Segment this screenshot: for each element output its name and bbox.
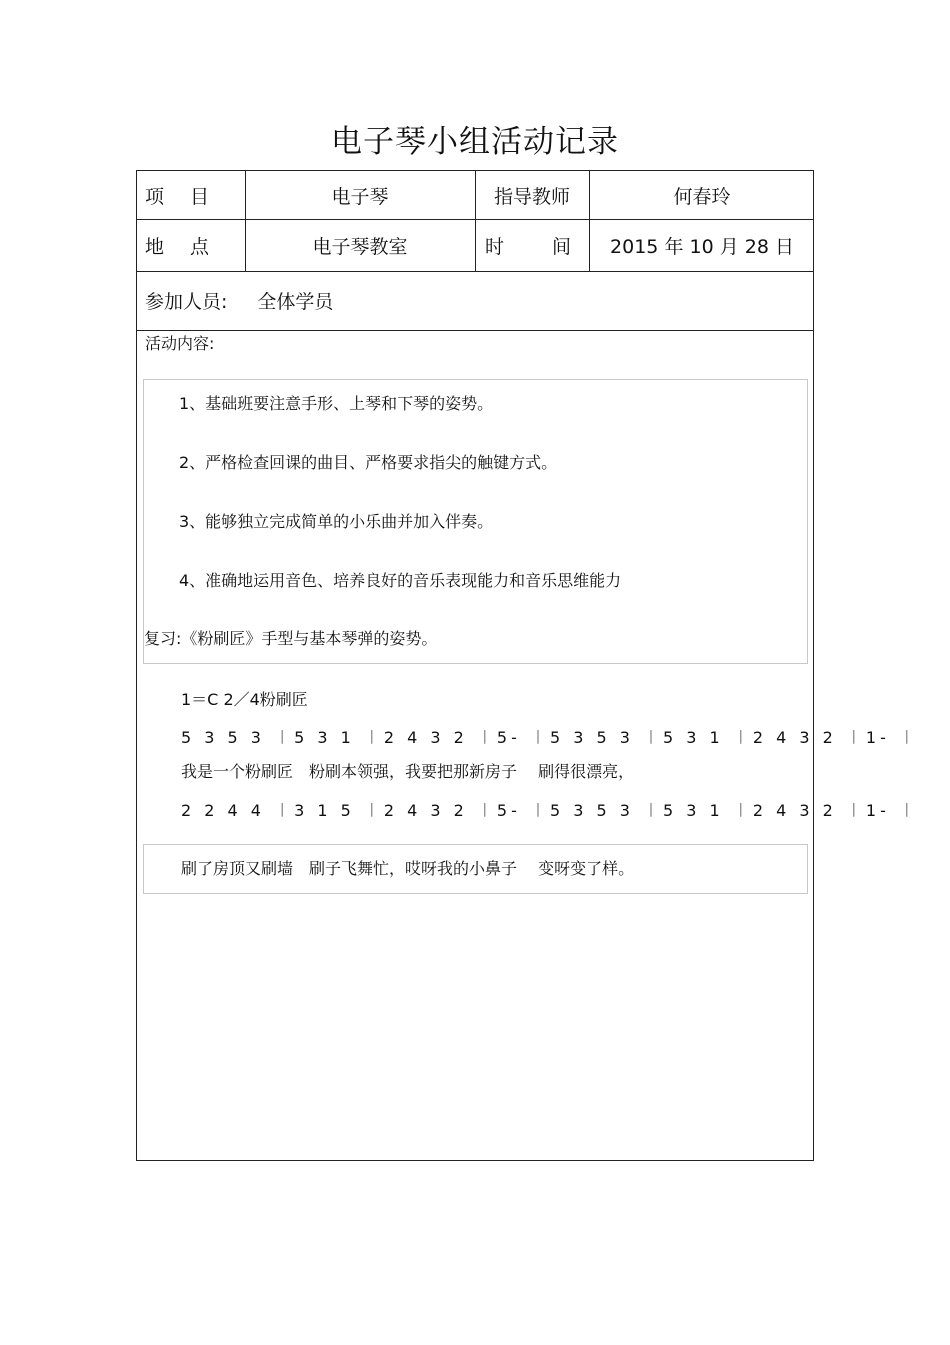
time-label-char: 时 — [485, 235, 505, 258]
content-item-2: 2、严格检查回课的曲目、严格要求指尖的触键方式。 — [179, 453, 558, 472]
song-key: 1＝C 2／4粉刷匠 — [181, 690, 308, 709]
page-title: 电子琴小组活动记录 — [331, 124, 619, 160]
content-item-4: 4、准确地运用音色、培养良好的音乐表现能力和音乐思维能力 — [179, 571, 622, 590]
item-label — [145, 171, 209, 219]
time-label — [485, 219, 571, 271]
location-label-char: 点 — [189, 235, 209, 258]
item-label-char: 目 — [189, 185, 209, 208]
participants-row — [145, 271, 333, 330]
location-label — [145, 219, 209, 271]
lyrics-line-1: 我是一个粉刷匠 粉刷本领强，我要把那新房子 刷得很漂亮， — [181, 762, 635, 781]
instructor-label: 指导教师 — [493, 185, 570, 208]
content-item-3: 3、能够独立完成简单的小乐曲并加入伴奏。 — [179, 512, 494, 531]
content-label: 活动内容: — [145, 334, 215, 353]
notation-line-2: 2 2 4 4 ︱3 1 5 ︱2 4 3 2 ︱5- ︱5 3 5 3 ︱5 3 1 ︱2 4 3 2 ︱1- ︱ — [181, 801, 919, 820]
notation-line-1: 5 3 5 3 ︱5 3 1 ︱2 4 3 2 ︱5- ︱5 3 5 3 ︱5 3 1 ︱2 4 3 2 ︱1- ︱ — [181, 728, 919, 747]
lyrics-line-2: 刷了房顶又刷墙 刷子飞舞忙，哎呀我的小鼻子 变呀变了样。 — [181, 859, 635, 878]
participants-value: 全体学员 — [257, 291, 334, 313]
time-label-char: 间 — [551, 235, 571, 258]
location-value: 电子琴教室 — [312, 235, 408, 258]
participants-label: 参加人员: — [145, 291, 228, 313]
item-value: 电子琴 — [331, 185, 389, 208]
row-divider — [137, 330, 813, 331]
content-item-1: 1、基础班要注意手形、上琴和下琴的姿势。 — [179, 394, 494, 413]
record-table — [136, 170, 919, 1161]
time-value: 2015 年 10 月 28 日 — [610, 235, 794, 258]
item-label-char: 项 — [145, 185, 165, 208]
instructor-value: 何春玲 — [673, 185, 731, 208]
location-label-char: 地 — [145, 235, 165, 258]
review-text: 复习:《粉刷匠》手型与基本琴弹的姿势。 — [144, 629, 438, 648]
